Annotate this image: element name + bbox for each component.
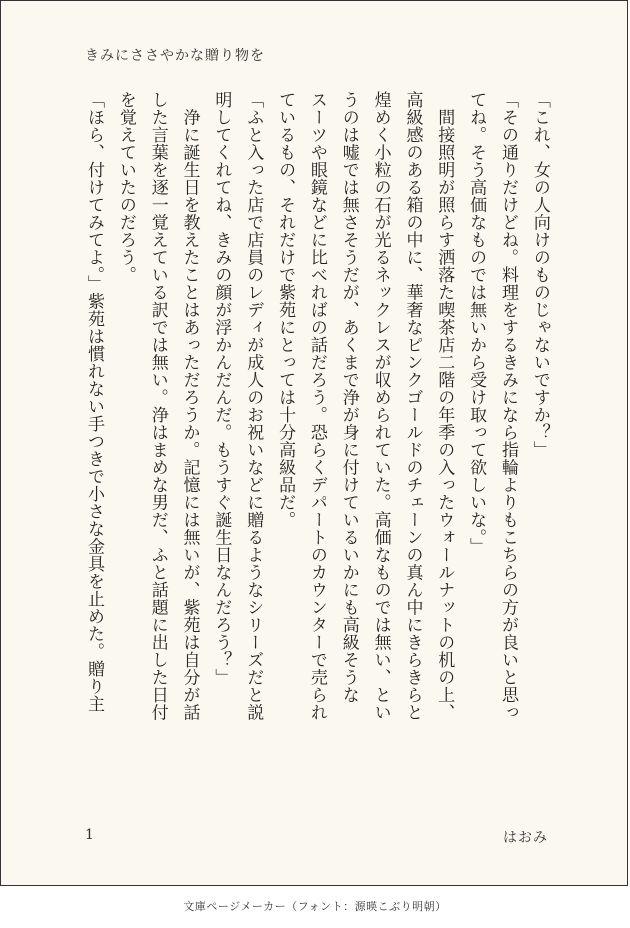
text-line: てね。そう高価なものでは無いから受け取って欲しいな。」 bbox=[466, 91, 487, 555]
text-line: 浄に誕生日を教えたことはあっただろうか。記憶には無いが、紫苑は自分が話 bbox=[179, 91, 200, 721]
text-line: した言葉を逐一覚えている訳では無い。浄はまめな男だ、ふと話題に出した日付 bbox=[147, 91, 168, 721]
text-line: 「ふと入った店で店員のレディが成人のお祝いなどに贈るようなシリーズだと説 bbox=[243, 91, 264, 721]
text-line: 高級感のある箱の中に、華奢なピンクゴールドのチェーンの真ん中にきらきらと bbox=[402, 91, 423, 721]
text-line: うのは嘘では無さそうだが、あくまで浄が身に付けているいかにも高級そうな bbox=[338, 91, 359, 704]
text-line: 煌めく小粒の石が光るネックレスが収められていた。高価なものでは無い、とい bbox=[370, 91, 391, 721]
text-line: を覚えていたのだろう。 bbox=[115, 91, 136, 284]
text-line: スーツや眼鏡などに比べればの話だろう。恐らくデパートのカウンターで売られ bbox=[306, 91, 327, 721]
text-line: 間接照明が照らす洒落た喫茶店二階の年季の入ったウォールナットの机の上、 bbox=[434, 91, 455, 721]
text-line: ているもの、それだけで紫苑にとっては十分高級品だ。 bbox=[275, 91, 296, 529]
vertical-text-body bbox=[79, 91, 555, 793]
footer-credit: 文庫ページメーカー（フォント：源暎こぶり明朝） bbox=[183, 900, 447, 913]
text-line: 「ほら、付けてみてよ。」紫苑は慣れない手つきで小さな金具を止めた。贈り主 bbox=[84, 91, 104, 713]
author-name: はおみ bbox=[503, 830, 548, 846]
book-title: きみにささやかな贈り物を bbox=[85, 48, 265, 64]
text-line: 「その通りだけどね。料理をするきみになら指輪よりもこちらの方が良いと思っ bbox=[497, 91, 518, 721]
text-line: 明してくれてね、きみの顔が浮かんだんだ。もうすぐ誕生日なんだろう？」 bbox=[211, 91, 232, 686]
page-number: 1 bbox=[85, 827, 94, 843]
text-line: 「これ、女の人向けのものじゃないですか？」 bbox=[529, 91, 550, 459]
